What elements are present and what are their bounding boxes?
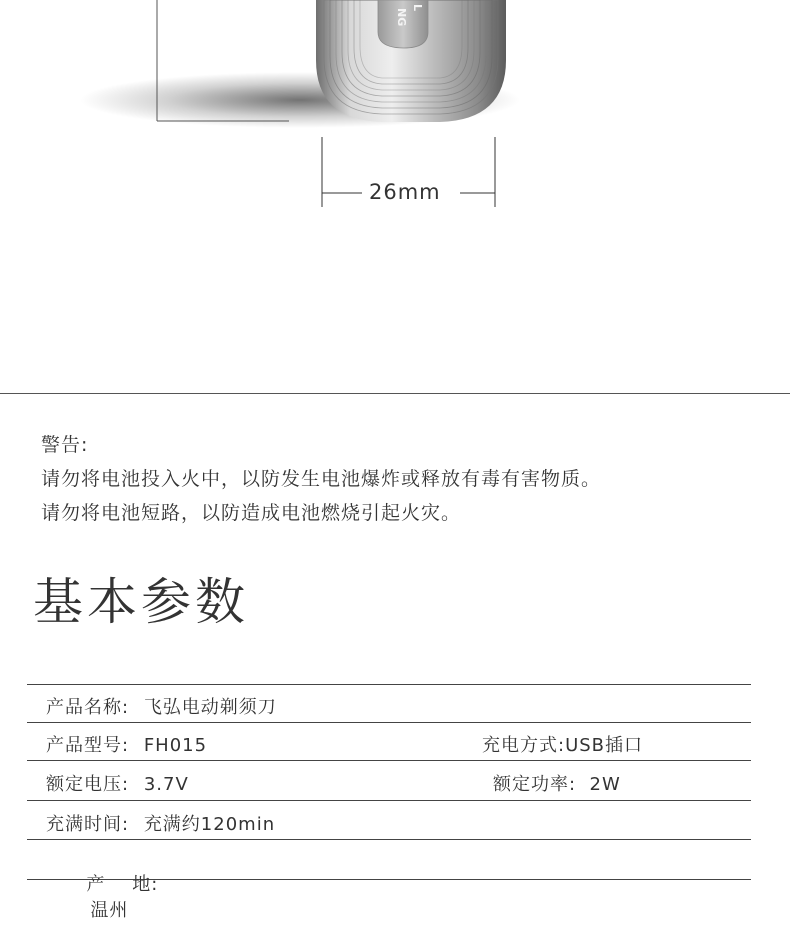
spec-cell bbox=[46, 810, 275, 836]
spec-cell bbox=[46, 770, 189, 796]
spec-label: 充满时间: bbox=[46, 814, 130, 835]
spec-cell bbox=[46, 731, 207, 757]
warning-line: 请勿将电池投入火中，以防发生电池爆炸或释放有毒有害物质。 bbox=[41, 468, 602, 490]
spec-value: 温州 bbox=[90, 900, 129, 921]
engraved-logo-mark: NG bbox=[395, 8, 408, 27]
spec-label: 额定电压: bbox=[46, 774, 130, 795]
spec-value: 3.7V bbox=[143, 774, 189, 795]
dimension-label: 26mm bbox=[369, 180, 441, 204]
shaver-body bbox=[316, 0, 506, 122]
spec-right-cell: 额定功率: 2W bbox=[493, 774, 621, 795]
warning-title: 警告: bbox=[41, 434, 89, 456]
svg-text:L: L bbox=[411, 4, 424, 12]
spec-cell bbox=[46, 849, 158, 943]
spec-right-cell: 充电方式:USB插口 bbox=[482, 735, 644, 756]
spec-value: FH015 bbox=[143, 735, 208, 756]
spec-row bbox=[27, 839, 751, 921]
warning-line: 请勿将电池短路，以防造成电池燃烧引起火灾。 bbox=[41, 502, 462, 524]
spec-row bbox=[27, 800, 751, 839]
spec-row bbox=[27, 722, 751, 760]
spec-table bbox=[27, 684, 751, 921]
section-divider bbox=[0, 393, 790, 394]
product-image-area bbox=[0, 0, 790, 395]
spec-value: 飞弘电动剃须刀 bbox=[143, 697, 277, 718]
spec-row bbox=[27, 684, 751, 722]
spec-cell bbox=[46, 693, 277, 719]
warning-block bbox=[41, 428, 601, 530]
spec-label: 产品名称: bbox=[46, 697, 130, 718]
spec-value: 充满约120min bbox=[143, 814, 276, 835]
spec-label: 产品型号: bbox=[46, 735, 130, 756]
section-title: 基本参数 bbox=[33, 573, 249, 631]
spec-row bbox=[27, 760, 751, 800]
spec-label: 产 地: bbox=[86, 874, 159, 895]
